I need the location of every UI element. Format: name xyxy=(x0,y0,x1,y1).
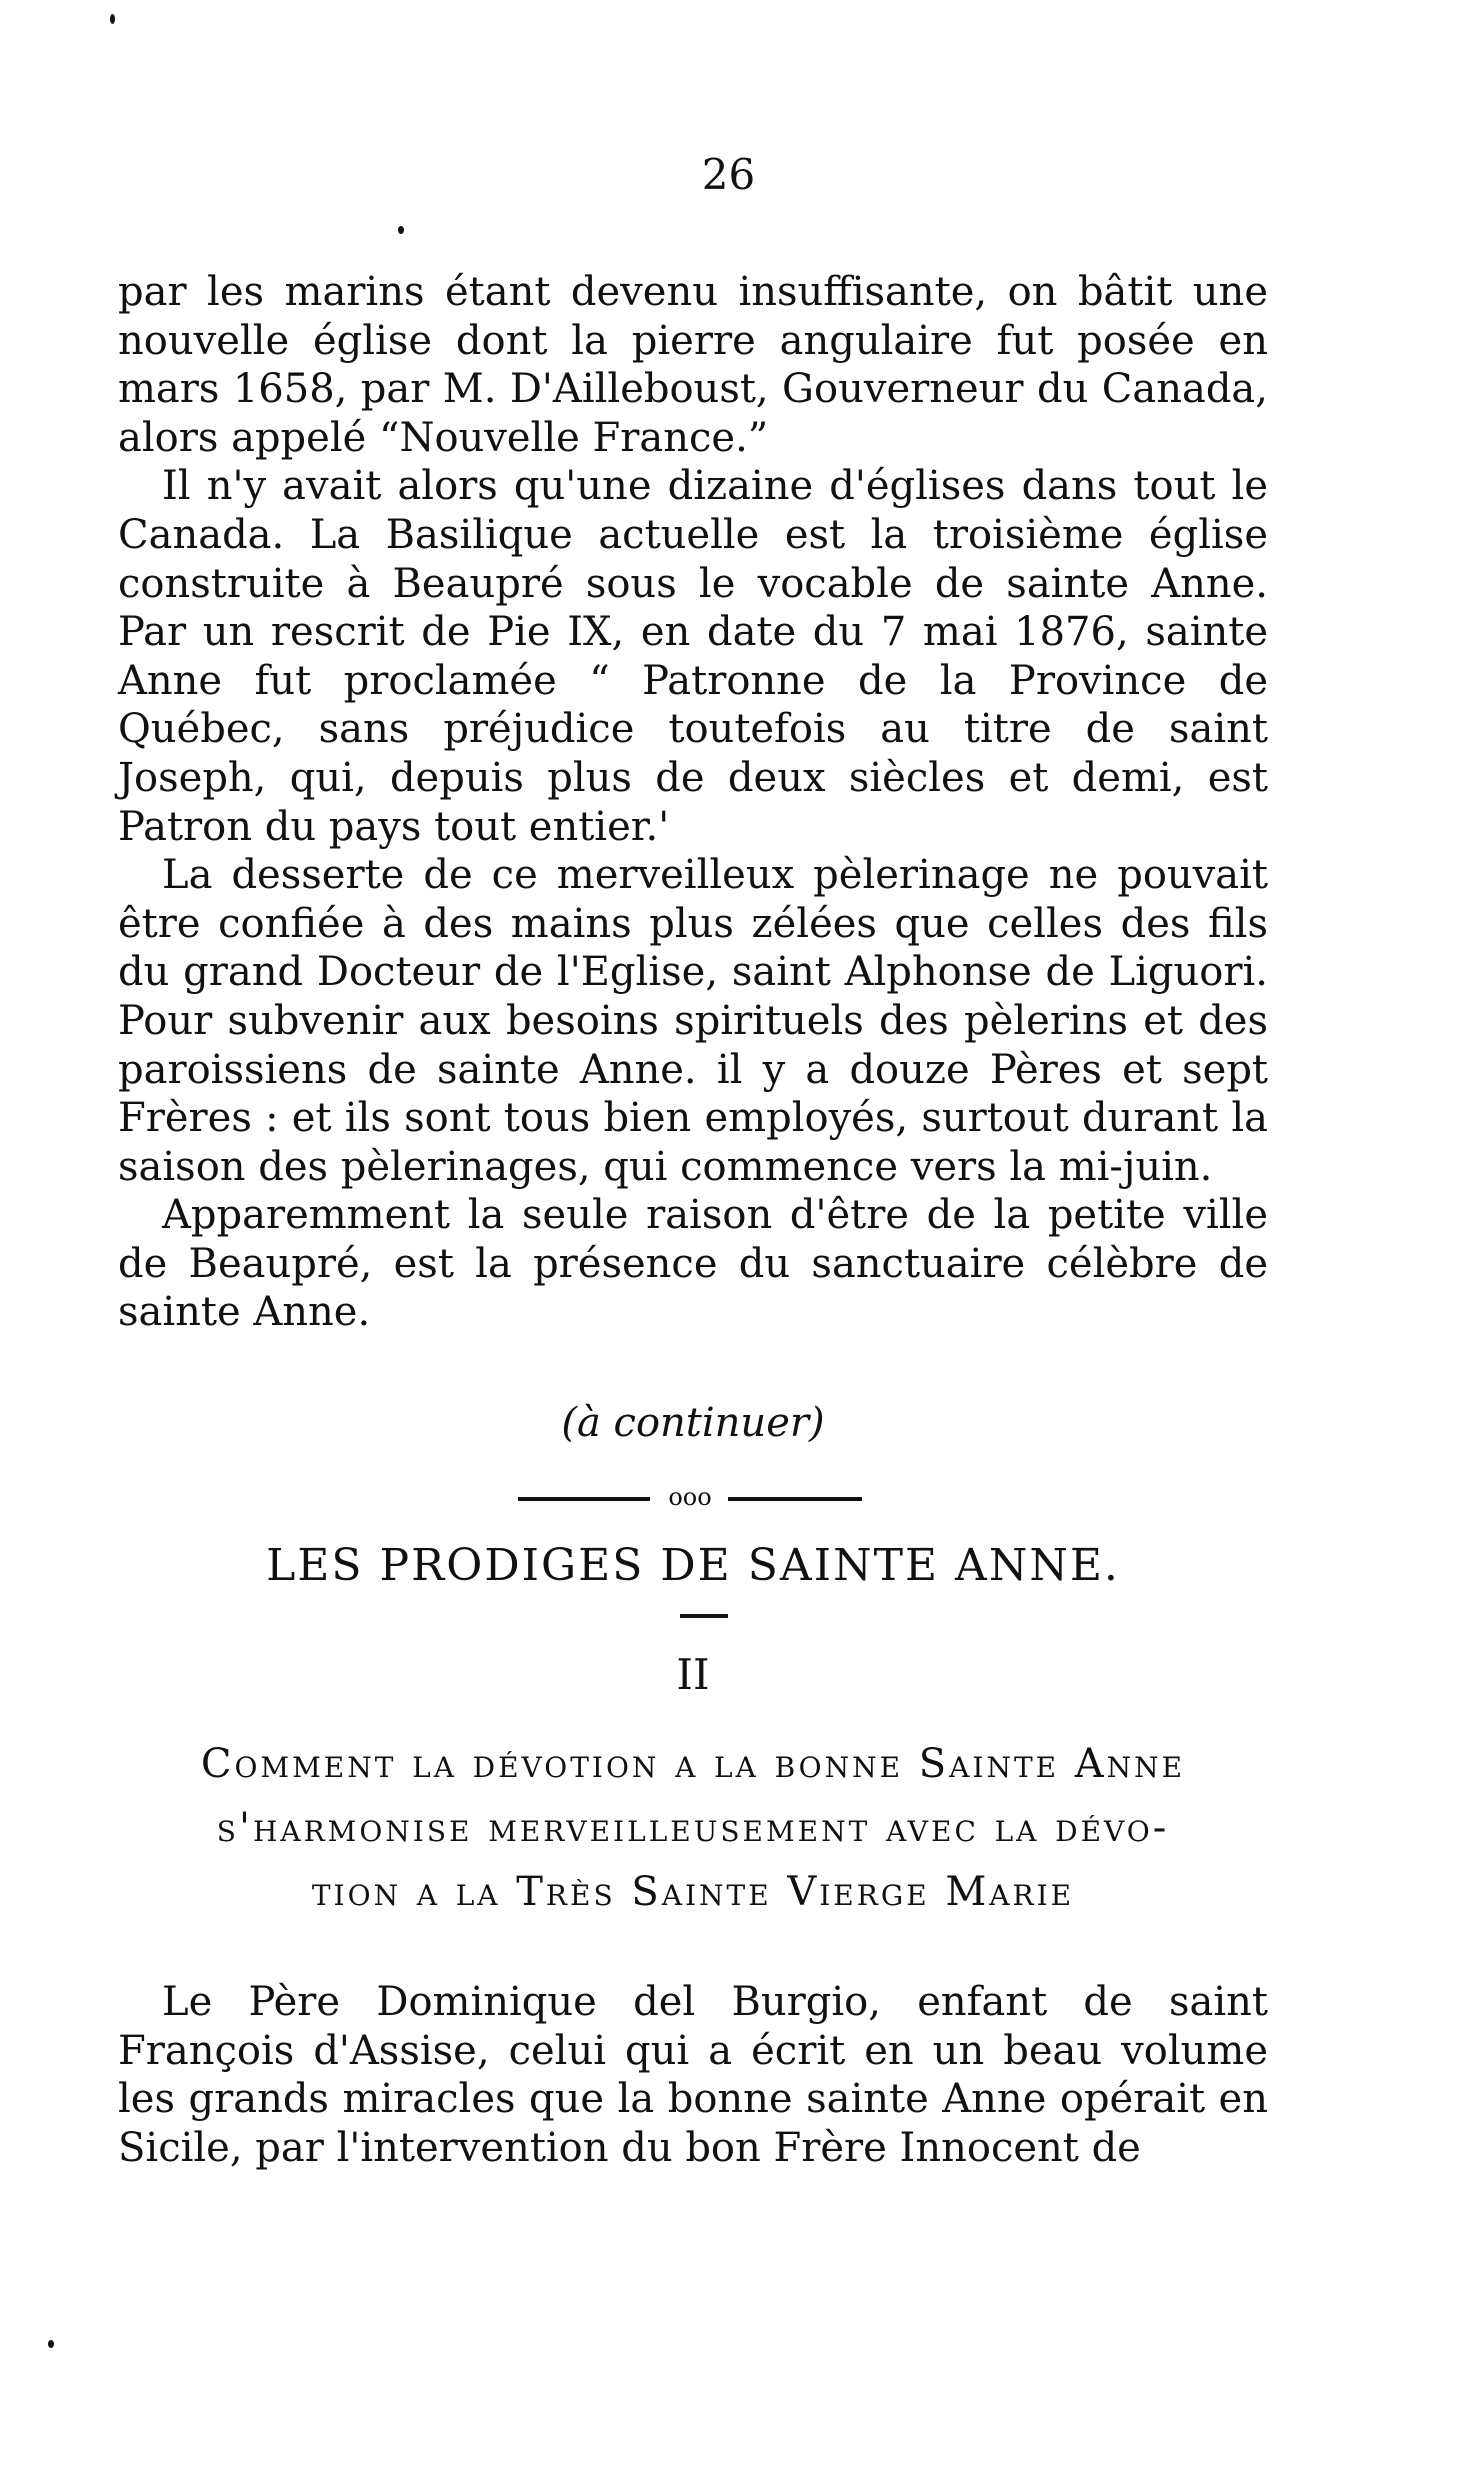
print-speck-mid xyxy=(398,226,404,234)
paragraph-continued: par les marins étant devenu insuffisante, on bâtit une nouvelle église dont la pierre angulaire fut posée en mars 1658, par M. D'Ailleboust, Gouverneur du Canada, alors appelé “Nouvelle France.” xyxy=(118,269,1268,461)
paragraph-beaupre: Apparemment la seule raison d'être de la petite ville de Beaupré, est la présence du sanctuaire célèbre de sainte Anne. xyxy=(118,1192,1268,1336)
paragraph-pilgrimage: La desserte de ce merveilleux pèlerinage ne pouvait être confiée à des mains plus zélées que celles des fils du grand Docteur de l'Eglise, saint Alphonse de Liguori. Pour subvenir aux besoins spirituels des pèlerins et des paroissiens de sainte Anne. il y a douze Pères et sept Frères : et ils sont tous bien employés, surtout durant la saison des pèlerinages, qui commence vers la mi-juin. xyxy=(118,852,1268,1190)
subtitle-line: tion a la Très Sainte Vierge Marie xyxy=(311,1869,1075,1915)
paragraph-dominique: Le Père Dominique del Burgio, enfant de saint François d'Assise, celui qui a écrit en un beau volume les grands miracles que la bonne sainte Anne opérait en Sicile, par l'intervention du bon Frère Innocent de xyxy=(118,1979,1268,2171)
body-text-bottom xyxy=(118,1978,1268,2172)
page-number: 26 xyxy=(701,150,756,199)
paragraph-churches: Il n'y avait alors qu'une dizaine d'églises dans tout le Canada. La Basilique actuelle est la troisième église construite à Beaupré sous le vocable de sainte Anne. Par un rescrit de Pie IX, en date du 7 mai 1876, sainte Anne fut proclamée “ Patronne de la Province de Québec, sans préjudice toutefois au titre de saint Joseph, qui, depuis plus de deux siècles et demi, est Patron du pays tout entier.' xyxy=(118,463,1268,850)
print-speck-top xyxy=(110,14,115,24)
section-numeral: II xyxy=(676,1650,710,1699)
subtitle-line: s'harmonise merveilleusement avec la dévo- xyxy=(216,1805,1170,1851)
subtitle-line: Comment la dévotion a la bonne Sainte Anne xyxy=(200,1741,1186,1787)
ornament-text: ooo xyxy=(668,1486,712,1510)
print-speck-bottom xyxy=(48,2340,54,2348)
section-title: LES PRODIGES DE SAINTE ANNE. xyxy=(266,1540,1120,1591)
continuation-note: (à continuer) xyxy=(561,1400,825,1446)
body-text-top xyxy=(118,268,1268,1337)
ornament-rule xyxy=(510,1486,870,1510)
subtitle xyxy=(118,1732,1268,1924)
short-rule xyxy=(680,1614,728,1618)
